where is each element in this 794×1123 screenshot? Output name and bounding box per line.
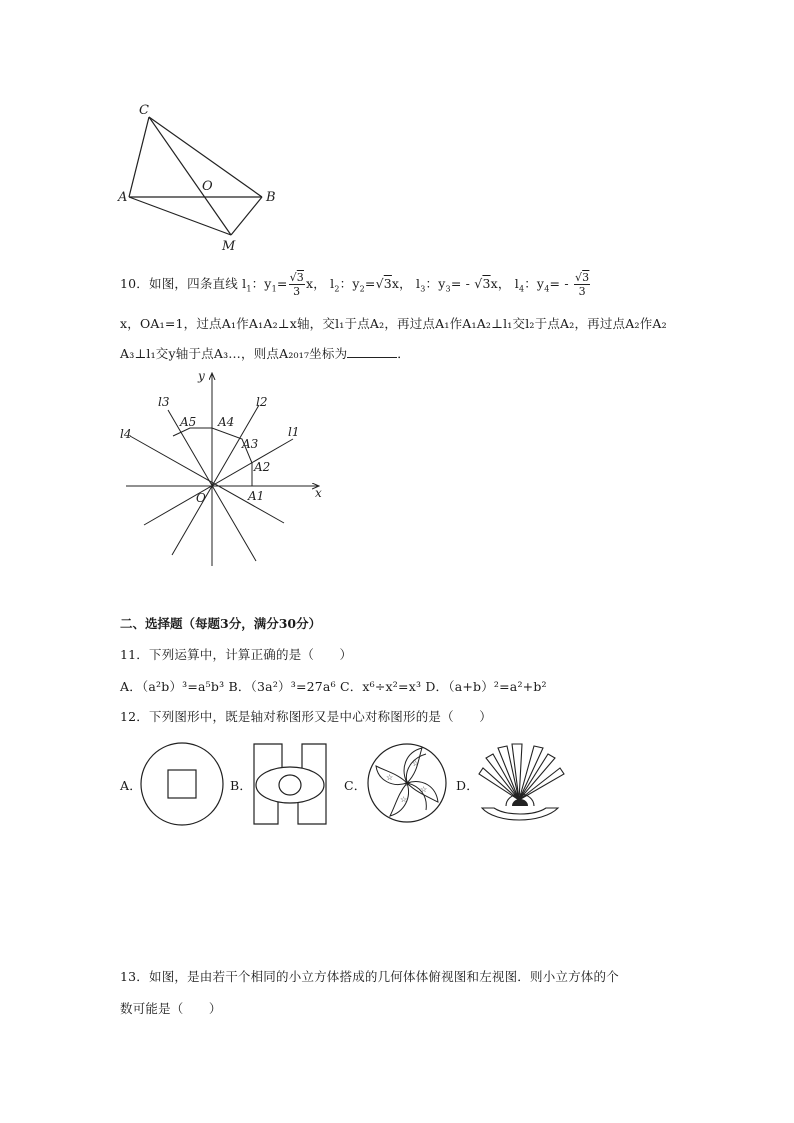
segment-am [129,197,231,235]
q11-stem: 11．下列运算中，计算正确的是（ ） [120,647,353,662]
svg-text:☆: ☆ [420,785,428,794]
segment-ca [129,117,149,197]
q12-option-a-label[interactable]: A． [120,778,142,793]
label-l3: l3 [158,395,170,409]
figure-quadrilateral [112,98,282,258]
label-l1: l1 [288,425,300,439]
line-l1 [144,439,293,525]
q12-option-c-label[interactable]: C． [344,778,367,793]
fraction-sqrt3-over-3: $\frac{√3}{3}$ [289,271,304,298]
q10-number: 10． [120,276,150,291]
option-d-figure[interactable] [476,740,570,830]
label-l4: l4 [120,427,132,441]
q10-l2: $l_2$：$y_2=√3x$ [330,276,400,294]
segment-bm [231,197,262,235]
label-a5: A5 [180,415,197,429]
label-a: A [118,190,128,205]
label-a4: A4 [218,415,235,429]
q12-option-b-label[interactable]: B． [230,778,253,793]
figure-four-lines [118,366,328,572]
option-c-figure[interactable] [366,740,448,826]
label-x: x [315,486,322,500]
q10-l4: $l_4$：$y_4=$ - $\frac{√3}{3}$ [514,271,590,298]
label-y: y [198,369,205,383]
q10-line3: A₃⊥l₁交y轴于点A₃…，则点A₂₀₁₇坐标为 ． [120,346,410,361]
label-b: B [266,190,276,205]
label-origin: O [196,491,206,505]
label-m: M [222,239,236,254]
label-a1: A1 [248,489,265,503]
q12-option-d-label[interactable]: D． [456,778,479,793]
q10-intro: 如图，四条直线 [149,276,238,291]
q10-line2: x，OA₁=1，过点A₁作A₁A₂⊥x轴，交l₁于点A₂，再过点A₁作A₁A₂⊥l₁交l₂于点A₂，再过点A₂作A₂ [120,316,667,331]
label-a3: A3 [242,437,259,451]
label-c: C [139,103,149,118]
svg-text:☆: ☆ [404,779,412,788]
q13-line1: 13．如图，是由若干个相同的小立方体搭成的几何体体俯视图和左视图．则小立方体的个 [120,969,619,984]
q12-stem: 12．下列图形中，既是轴对称图形又是中心对称图形的是（ ） [120,709,492,724]
svg-text:☆: ☆ [412,759,420,768]
label-o: O [202,179,213,194]
svg-text:☆: ☆ [386,773,394,782]
line-l4 [130,436,284,523]
svg-text:☆: ☆ [400,795,408,804]
label-a2: A2 [254,460,271,474]
q10-line3-text: A₃⊥l₁交y轴于点A₃…，则点A₂₀₁₇坐标为 [120,346,348,361]
answer-blank[interactable] [347,347,397,358]
section-title: 二、选择题（每题3分，满分30分） [120,616,322,631]
option-a-figure[interactable] [139,740,225,828]
label-l2: l2 [256,395,268,409]
q10-l1: $l_1$：$y_1=$ $\frac{√3}{3}$ x [242,271,314,298]
q10-l3: $l_3$：$y_3= - √3x$ [416,276,498,294]
segment-cm [149,117,231,235]
q10-line1: 10．如图，四条直线 $l_1$：$y_1=$ $\frac{√3}{3}$ x， $l_2$：$y_2=√3x$， $l_3$：$y_3= - √3x$， $l_4$：$y_4=$ - $\frac{√3}{3}$ [120,271,590,298]
q13-line2: 数可能是（ ） [120,1001,222,1016]
fraction-sqrt3-over-3-b: $\frac{√3}{3}$ [574,271,590,298]
q11-options: A．（a²b）³=a⁵b³ B．（3a²）³=27a⁶ C．x⁶÷x²=x³ D．（a+b）²=a²+b² [120,679,547,694]
option-b-figure[interactable] [250,742,330,826]
